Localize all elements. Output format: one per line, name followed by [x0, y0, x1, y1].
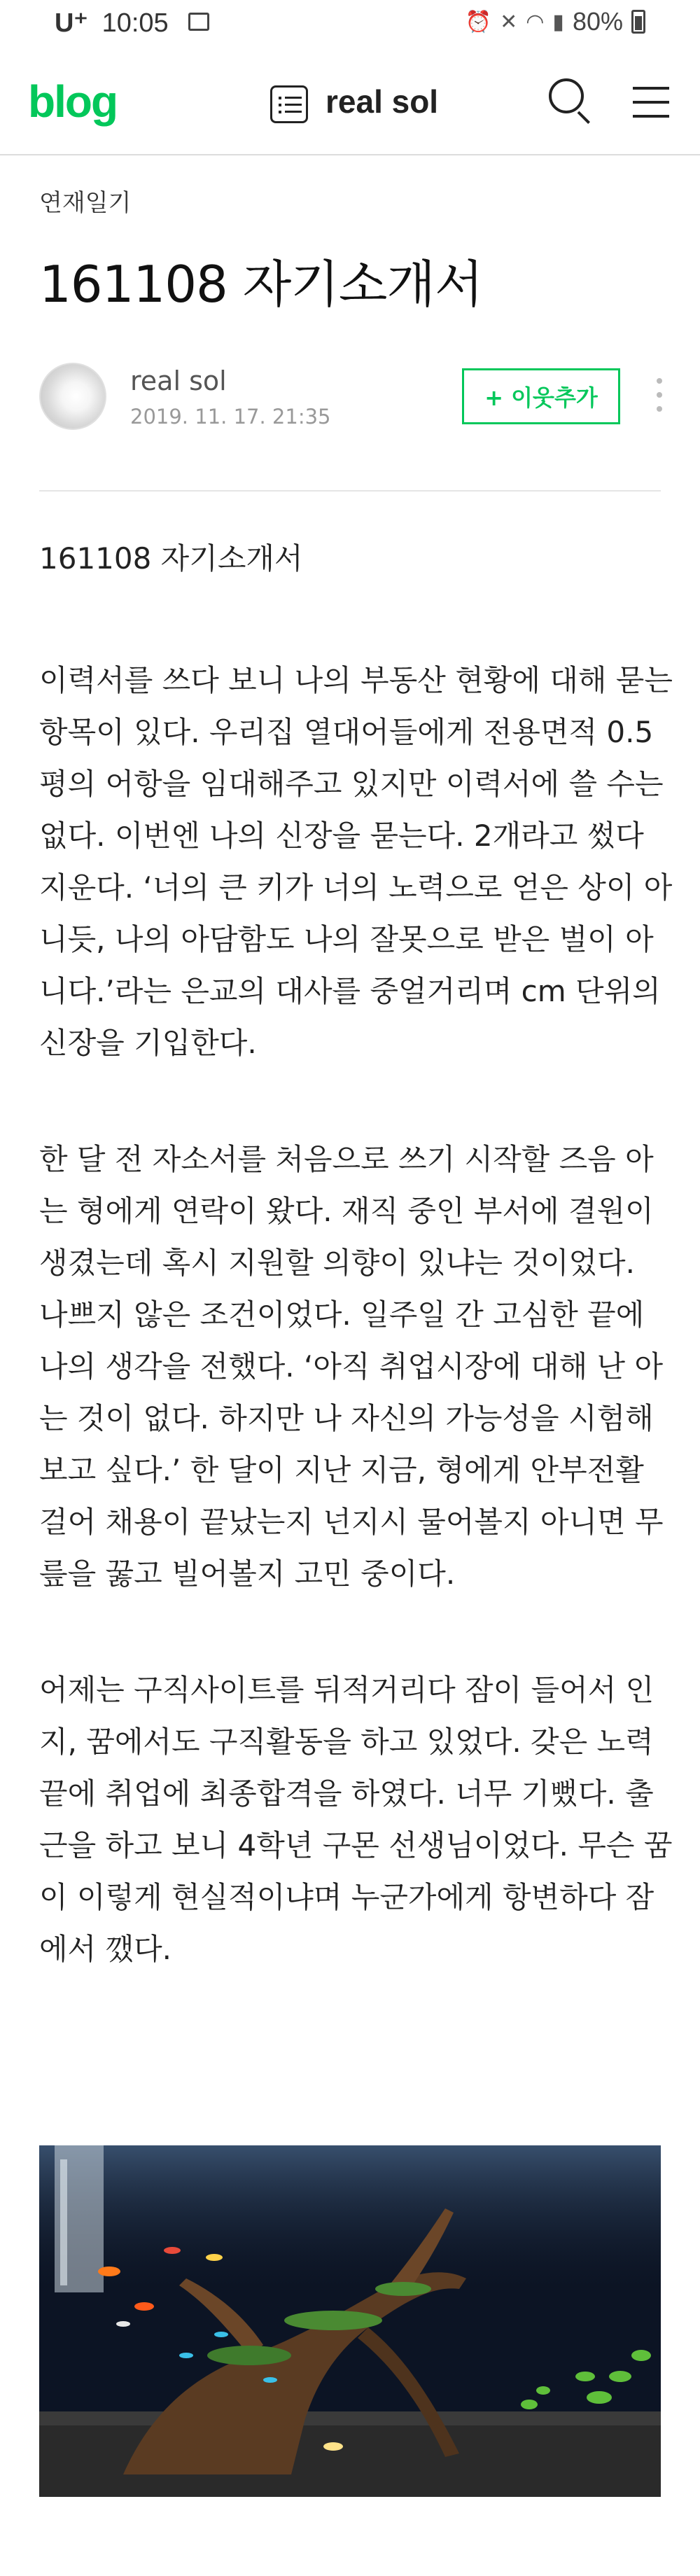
body-line: 항목이 있다. 우리집 열대어들에게 전용면적 0.5	[39, 715, 654, 749]
body-line: 걸어 채용이 끝났는지 넌지시 물어볼지 아니면 무	[39, 1505, 664, 1539]
body-line: 한 달 전 자소서를 처음으로 쓰기 시작할 즈음 아	[39, 1142, 654, 1176]
body-heading: 161108 자기소개서	[39, 541, 303, 576]
body-line: 끝에 취업에 최종합격을 하였다. 너무 기뻤다. 출	[39, 1776, 654, 1811]
menu-icon[interactable]	[633, 83, 669, 122]
post-body	[39, 539, 673, 1982]
mute-icon: ✕	[500, 10, 518, 34]
body-line: 니다.’라는 은교의 대사를 중얼거리며 cm 단위의	[39, 974, 661, 1008]
more-options-icon[interactable]	[657, 378, 662, 412]
post-category[interactable]: 연재일기	[39, 189, 132, 217]
aquarium-illustration	[39, 2145, 661, 2497]
body-line: 는 형에게 연락이 왔다. 재직 중인 부서에 결원이	[39, 1194, 654, 1228]
body-line: 에서 깼다.	[39, 1932, 172, 1966]
author-name[interactable]: real sol	[130, 365, 227, 396]
body-line: 이 이렇게 현실적이냐며 누군가에게 항변하다 잠	[39, 1880, 654, 1914]
signal-icon: ▮	[552, 10, 564, 34]
battery-icon	[631, 10, 645, 34]
body-line: 나쁘지 않은 조건이었다. 일주일 간 고심한 끝에	[39, 1297, 645, 1332]
body-line: 어제는 구직사이트를 뒤적거리다 잠이 들어서 인	[39, 1673, 654, 1707]
gallery-notification-icon	[188, 13, 209, 31]
carrier-label: U⁺	[55, 8, 88, 38]
body-line: 니듯, 나의 아담함도 나의 잘못으로 받은 벌이 아	[39, 922, 654, 956]
divider	[39, 490, 661, 492]
blog-logo[interactable]: blog	[28, 76, 118, 127]
clock: 10:05	[102, 8, 169, 38]
status-bar	[0, 0, 700, 48]
battery-percent: 80%	[572, 7, 623, 36]
app-header	[0, 63, 700, 155]
wifi-icon: ◠	[526, 10, 545, 34]
body-line: 평의 어항을 임대해주고 있지만 이력서에 쓸 수는	[39, 767, 664, 801]
body-line: 보고 싶다.’ 한 달이 지난 지금, 형에게 안부전활	[39, 1453, 644, 1487]
paragraph-1	[39, 661, 673, 1063]
post-title: 161108 자기소개서	[39, 255, 483, 314]
alarm-icon: ⏰	[465, 10, 492, 34]
body-line: 지운다. ‘너의 큰 키가 너의 노력으로 얻은 상이 아	[39, 870, 673, 905]
body-line: 지, 꿈에서도 구직활동을 하고 있었다. 갖은 노력	[39, 1725, 654, 1759]
body-line: 생겼는데 혹시 지원할 의향이 있냐는 것이었다.	[39, 1246, 635, 1280]
body-line: 근을 하고 보니 4학년 구몬 선생님이었다. 무슨 꿈	[39, 1828, 673, 1863]
post-list-icon[interactable]	[270, 85, 308, 123]
body-line: 나의 생각을 전했다. ‘아직 취업시장에 대해 난 아	[39, 1349, 664, 1384]
add-neighbor-button[interactable]: + 이웃추가	[462, 368, 620, 424]
search-icon[interactable]	[549, 78, 591, 127]
body-line: 신장을 기입한다.	[39, 1026, 257, 1060]
body-line: 없다. 이번엔 나의 신장을 묻는다. 2개라고 썼다	[39, 819, 644, 853]
blog-name[interactable]: real sol	[326, 83, 439, 120]
post-date: 2019. 11. 17. 21:35	[130, 405, 331, 429]
paragraph-3	[39, 1671, 673, 1969]
body-line: 는 것이 없다. 하지만 나 자신의 가능성을 시험해	[39, 1401, 654, 1435]
body-line: 이력서를 쓰다 보니 나의 부동산 현황에 대해 묻는	[39, 663, 673, 697]
body-line: 릎을 꿇고 빌어볼지 고민 중이다.	[39, 1557, 456, 1591]
paragraph-2	[39, 1140, 669, 1594]
aquarium-photo[interactable]	[39, 2145, 661, 2497]
avatar[interactable]	[39, 363, 106, 430]
